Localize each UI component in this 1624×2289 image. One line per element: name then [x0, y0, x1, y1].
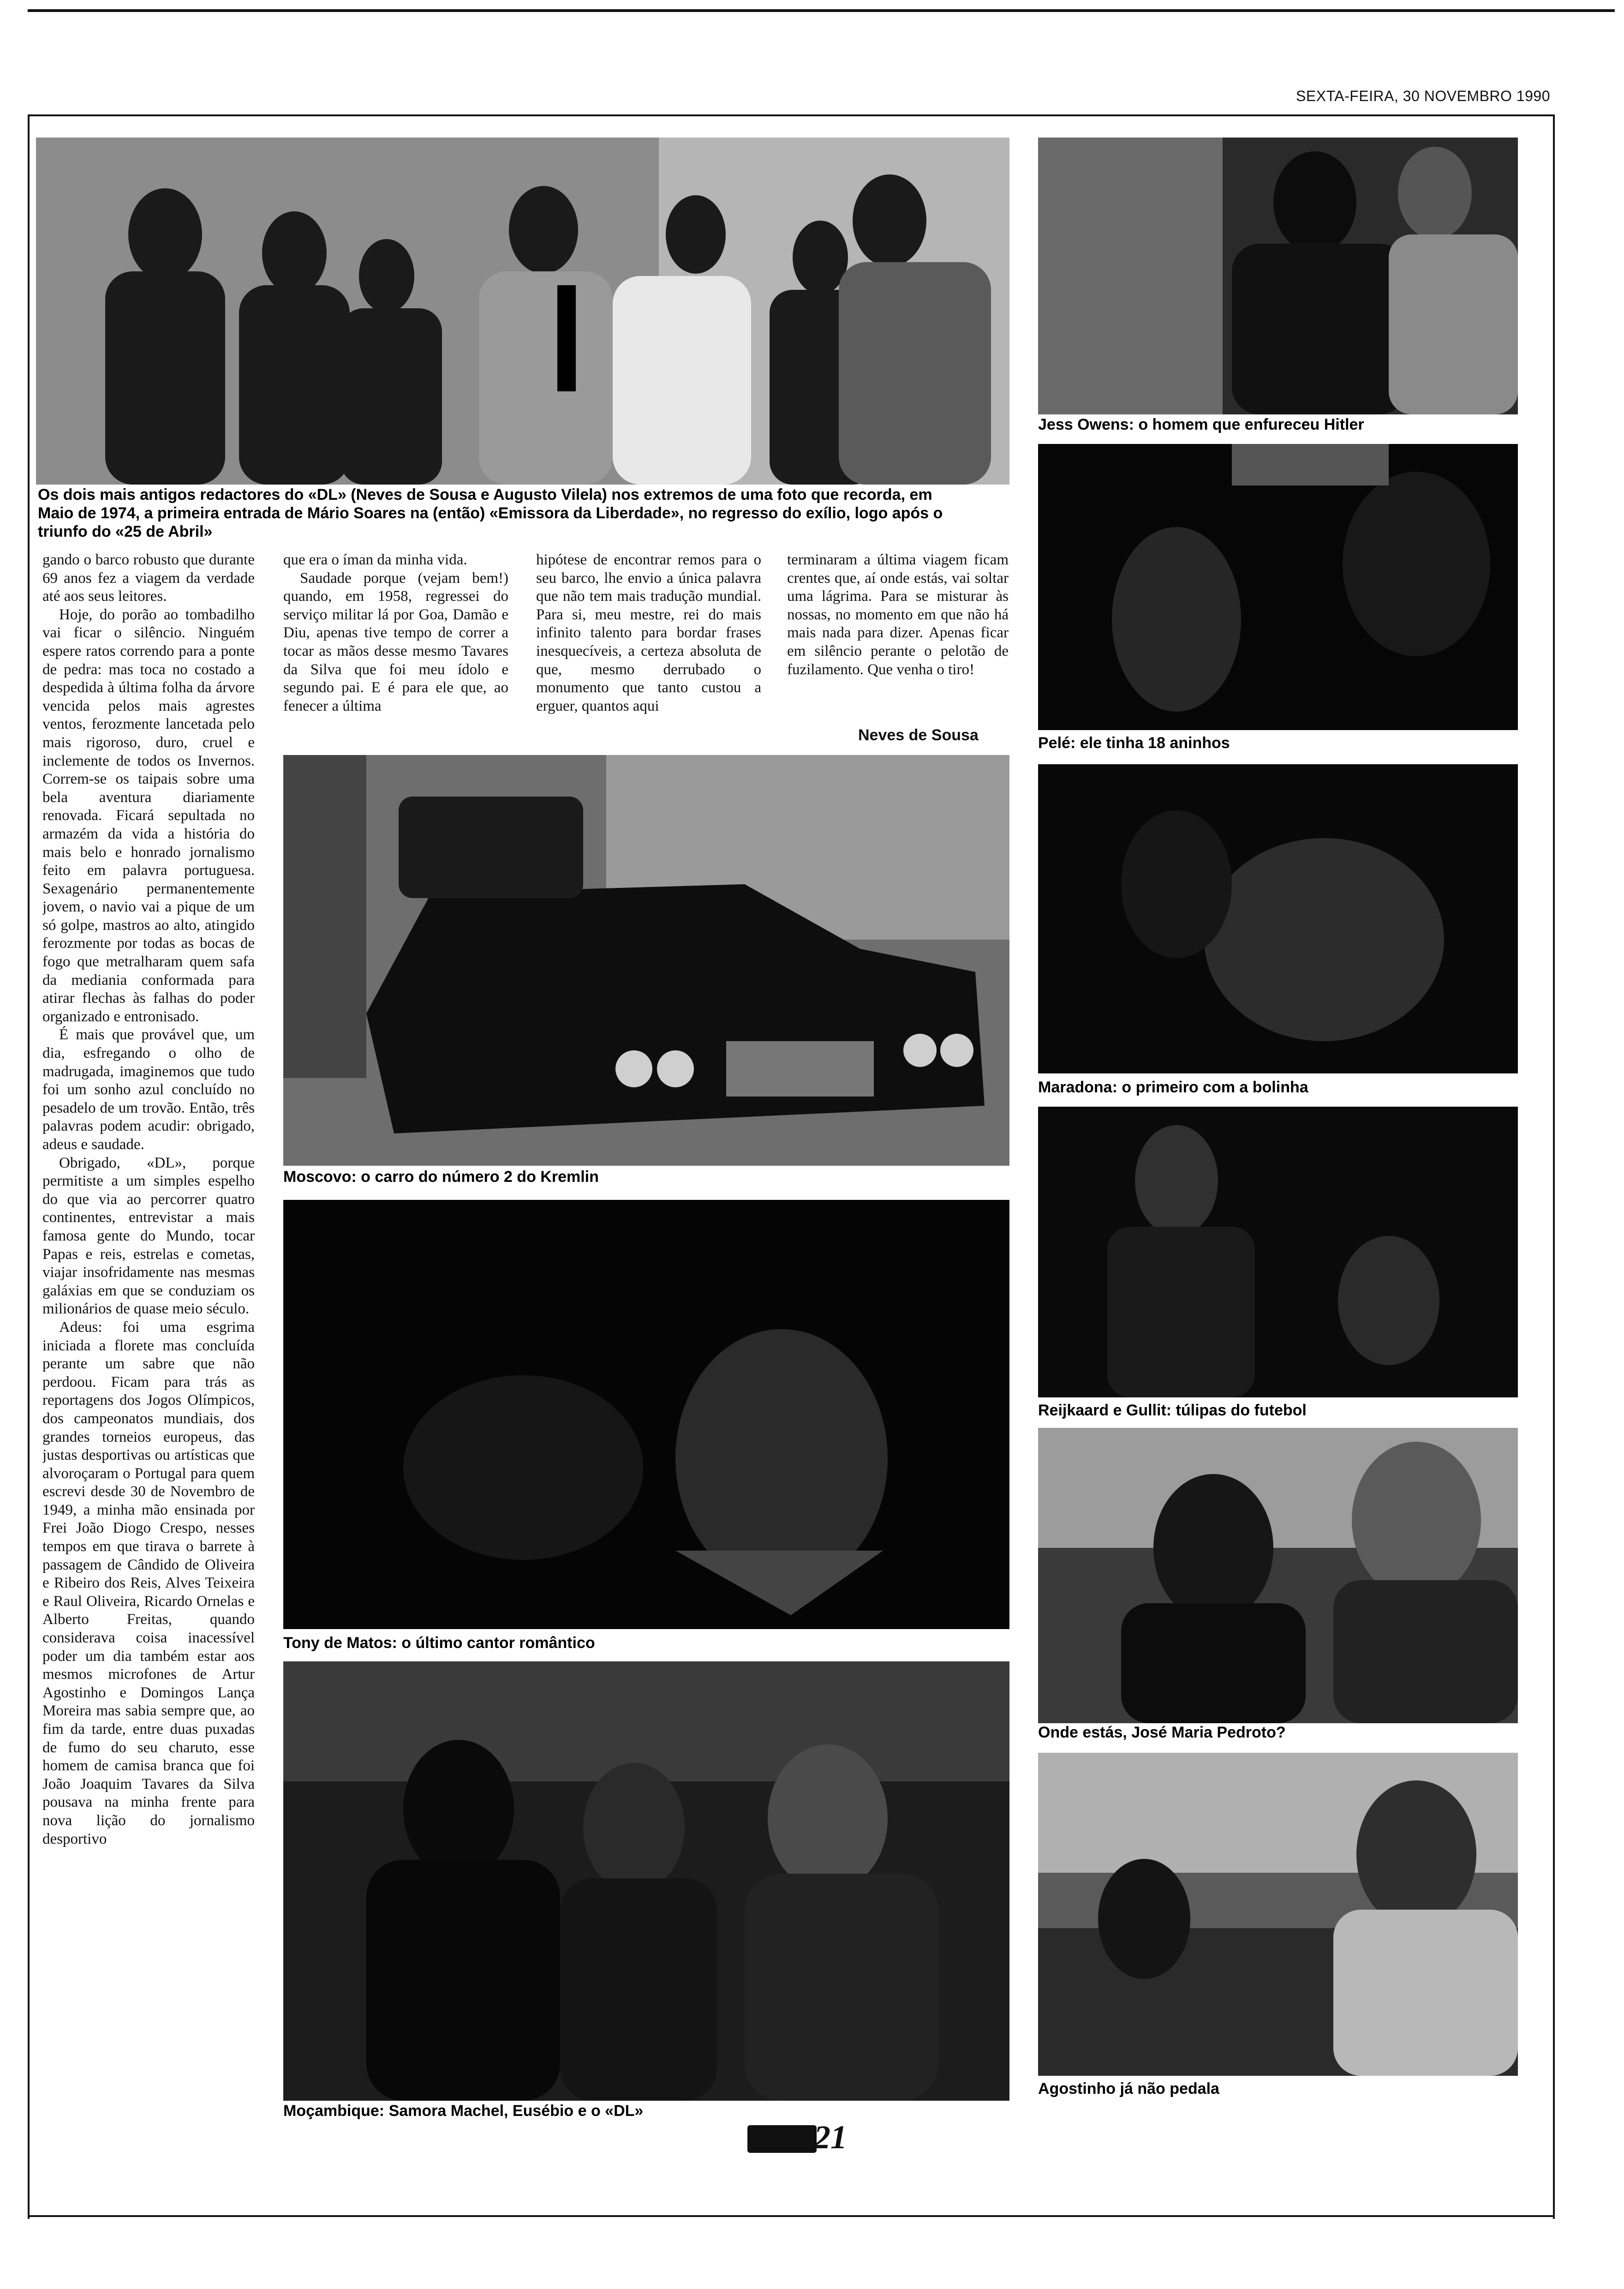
left-border-rule [28, 114, 30, 2219]
author-signature: Neves de Sousa [858, 726, 979, 744]
page-number: 21 [814, 2119, 847, 2156]
agostinho-figure [1038, 1753, 1518, 2076]
pedroto-figure [1038, 1428, 1518, 1723]
bottom-border-rule [28, 2215, 1555, 2217]
col2-paragraph: que era o íman da minha vida. [283, 551, 467, 568]
caption-owens: Jess Owens: o homem que enfureceu Hitler [1038, 416, 1364, 433]
article-column-1 [42, 551, 255, 2120]
caption-mozambique: Moçambique: Samora Machel, Eusébio e o «DL» [283, 2102, 644, 2120]
col2-paragraph: Saudade porque (vejam bem!) quando, em 1958, regressei do serviço militar lá por Goa, Damão e Diu, apenas tive tempo de correr a tocar as mãos desse mesmo Tavares da Silva que foi meu ídolo e segundo pai. E é para ele que, ao fenecer a última [283, 569, 508, 714]
caption-rijkaard: Reijkaard e Gullit: túlipas do futebol [1038, 1402, 1307, 1419]
col1-paragraph: Adeus: foi uma esgrima iniciada a florete mas concluída perante um sabre que não perdoou. Ficam para trás as reportagens dos Jogos Olímpicos, dos campeonatos mundiais, dos grandes torneios europeus, das justas desportivas ou artísticas que alvoroçaram o Portugal para quem escrevi desde 30 de Novembro de 1949, a minha mão ensinada por Frei João Diogo Crespo, nesses tempos em que tirava o barrete à passagem de Cândido de Oliveira e Ribeiro dos Reis, Alves Teixeira e Raul Oliveira, Ricardo Ornelas e Alberto Freitas, quando considerava coisa inacessível poder um dia também estar aos mesmos microfones de Artur Agostinho e Domingos Lança Moreira mas sabia sempre que, ao fim da tarde, entre duas puxadas de fumo do seu charuto, esse homem de camisa branca que foi João Joaquim Tavares da Silva pousava na minha frente para nova lição do jornalismo desportivo [42, 1318, 255, 1847]
article-column-3 [536, 551, 761, 754]
photo-tony-de-matos [283, 1200, 1009, 1629]
caption-pele: Pelé: ele tinha 18 aninhos [1038, 734, 1230, 752]
header-rule [28, 114, 1555, 116]
article-column-4 [787, 551, 1009, 726]
top-border-rule [28, 9, 1615, 12]
photo-main-group [36, 138, 1009, 485]
caption-pedroto: Onde estás, José Maria Pedroto? [1038, 1724, 1286, 1741]
col1-paragraph: gando o barco robusto que durante 69 anos fez a viagem da verdade até aos seus leitores. [42, 551, 255, 605]
caption-agostinho: Agostinho já não pedala [1038, 2080, 1219, 2097]
col1-paragraph: Hoje, do porão ao tombadilho vai ficar o silêncio. Ninguém espere ratos correndo para a ponte de pedra: mas toca no costado a despedida à última folha da árvore vencida pelos mais agrestes ventos, ferozmente lancetada pelo mais rigoroso, duro, cruel e inclemente de todos os Invernos. Correm-se os taipais sobre uma bela aventura diariamente renovada. Ficará sepultada no armazém da vida a história do mais belo e honrado jornalismo feito em palavra portuguesa. Sexagenário permanentemente jovem, o navio vai a pique de um só golpe, mastros ao alto, atingido ferozmente por todas as bocas de fogo que metralharam quem safa da mediania conformada para atirar flechas às falhas do poder organizado e entronisado. [42, 606, 255, 1025]
photo-rijkaard-gullit [1038, 1107, 1518, 1397]
photo-mozambique [283, 1661, 1009, 2101]
col4-paragraph: terminaram a última viagem ficam crentes que, aí onde estás, vai soltar uma lágrima. Para se misturar às nossas, no momento em que não há mais nada para dizer. Apenas ficar em silêncio perante o pelotão de fuzilamento. Que venha o tiro! [787, 551, 1009, 678]
article-column-2 [283, 551, 508, 754]
caption-car: Moscovo: o carro do número 2 do Kremlin [283, 1168, 599, 1186]
photo-agostinho [1038, 1753, 1518, 2076]
rijkaard-figure [1038, 1107, 1518, 1397]
photo-jess-owens [1038, 138, 1518, 414]
photo-moscow-car [283, 755, 1009, 1166]
caption-tony: Tony de Matos: o último cantor romântico [283, 1634, 595, 1652]
col1-paragraph: Obrigado, «DL», porque permitiste a um simples espelho do que via ao percorrer quatro continentes, entrevistar a mais famosa gente do Mundo, tocar Papas e reis, estrelas e cometas, viajar insofridamente nas mesmas galáxias em que se conduziam os milionários de quase meio século. [42, 1154, 255, 1318]
photo-pele [1038, 444, 1518, 730]
main-photo-figures [36, 138, 1009, 485]
photo-maradona [1038, 764, 1518, 1073]
col3-paragraph: hipótese de encontrar remos para o seu barco, lhe envio a única palavra que não tem mais tradução mundial. Para si, meu mestre, rei do mais infinito talento para bordar frases inesquecíveis, a certeza absoluta de que, mesmo derrubado o monumento que tanto custou a erguer, quantos aqui [536, 551, 761, 714]
header-date: SEXTA-FEIRA, 30 NOVEMBRO 1990 [1296, 88, 1550, 104]
right-border-rule [1553, 114, 1555, 2219]
caption-main: Os dois mais antigos redactores do «DL» (Neves de Sousa e Augusto Vilela) nos extremos de uma foto que recorda, em Maio de 1974, a primeira entrada de Mário Soares na (então) «Emissora da Liberdade», no regresso do exílio, logo após o triunfo do «25 de Abril» [38, 486, 943, 540]
photo-pedroto [1038, 1428, 1518, 1723]
tony-figure [283, 1200, 1009, 1629]
caption-maradona: Maradona: o primeiro com a bolinha [1038, 1079, 1308, 1096]
car-figure [283, 755, 1009, 1166]
pele-figure [1038, 444, 1518, 730]
owens-figure [1038, 138, 1518, 414]
col1-paragraph: É mais que provável que, um dia, esfregando o olho de madrugada, imaginemos que tudo foi um sonho azul concluído no pesadelo de um trovão. Então, três palavras podem acudir: obrigado, adeus e saudade. [42, 1026, 255, 1153]
maradona-figure [1038, 764, 1518, 1073]
mozambique-figure [283, 1661, 1009, 2101]
